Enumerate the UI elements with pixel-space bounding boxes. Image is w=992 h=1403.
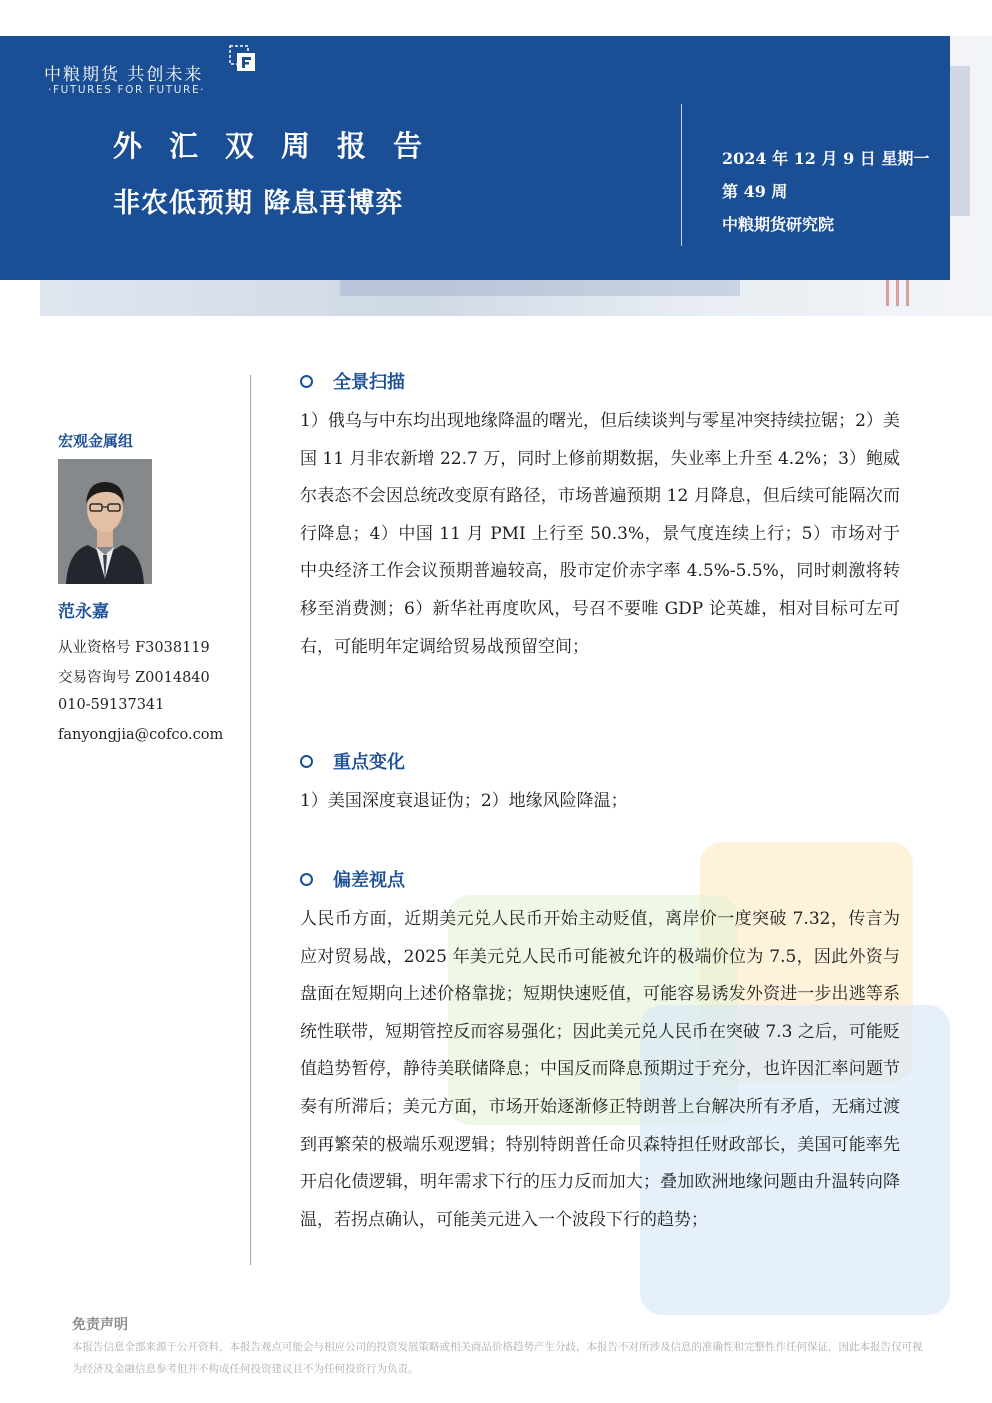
bullet-icon (300, 755, 313, 768)
person-icon (58, 459, 152, 584)
author-group: 宏观金属组 (58, 432, 134, 450)
section-body-deviation-view: 人民币方面，近期美元兑人民币开始主动贬值，离岸价一度突破 7.32，传言为应对贸易战，2025 年美元兑人民币可能被允许的极端价位为 7.5，因此外资与盘面在短期向上述价格靠拢；短期快速贬值，可能容易诱发外资进一步出逃等系统性联带，短期管控反而容易强化；因此美元兑人民币在突破 7.3 之后，可能贬值趋势暂停，静待美联储降息；中国反而降息预期过于充分，也许因汇率问题节奏有所滞后；美元方面，市场开始逐渐修正特朗普上台解决所有矛盾，无痛过渡到再繁荣的极端乐观逻辑；特别特朗普任命贝森特担任财政部长，美国可能率先开启化债逻辑，明年需求下行的压力反而加大；叠加欧洲地缘问题由升温转向降温，若拐点确认，可能美元进入一个波段下行的趋势； (300, 909, 900, 1230)
section-title: 全景扫描 (333, 372, 405, 393)
author-name: 范永嘉 (58, 602, 109, 622)
report-subtitle: 非农低预期 降息再博弈 (113, 188, 404, 219)
section-body-panorama: 1）俄乌与中东均出现地缘降温的曙光，但后续谈判与零星冲突持续拉锯；2）美国 11 月非农新增 22.7 万，同时上修前期数据，失业率上升至 4.2%；3）鲍威尔表态不会因总统改变原有路径，市场普遍预期 12 月降息，但后续可能隔次而行降息；4）中国 11 月 PMI 上行至 50.3%，景气度连续上行；5）市场对于中央经济工作会议预期普遍较高，股市定价赤字率 4.5%-5.5%，同时刺激将转移至消费测；6）新华社再度吹风，号召不要唯 GDP 论英雄，相对目标可左可右，可能明年定调给贸易战预留空间； (300, 411, 900, 657)
author-license: 从业资格号 F3038119 (58, 640, 210, 656)
report-week: 第 49 周 (722, 182, 788, 201)
disclaimer-title: 免责声明 (72, 1317, 128, 1333)
bullet-icon (300, 375, 313, 388)
banner-divider (681, 104, 682, 246)
section-header-panorama (300, 368, 405, 394)
author-consult-number: 交易咨询号 Z0014840 (58, 670, 210, 686)
section-title: 偏差视点 (333, 870, 405, 891)
section-header-key-changes (300, 748, 405, 774)
column-divider (250, 375, 251, 1265)
report-date: 2024 年 12 月 9 日 星期一 (722, 149, 930, 168)
section-title: 重点变化 (333, 752, 405, 773)
section-header-deviation-view (300, 866, 405, 892)
disclaimer-text: 本报告信息全部来源于公开资料，本报告观点可能会与相应公司的投资发展策略或相关商品价格趋势产生分歧，本报告不对所涉及信息的准确性和完整性作任何保证，因此本报告仅可视为经济及金融信息参考但并不构成任何投资建议且不为任何投资行为负责。 (72, 1341, 923, 1375)
section-body-key-changes: 1）美国深度衰退证伪；2）地缘风险降温； (300, 791, 628, 811)
brand-tagline: ·FUTURES FOR FUTURE· (48, 84, 206, 96)
author-phone: 010-59137341 (58, 697, 165, 713)
brand-logo-icon (228, 44, 258, 74)
author-photo (58, 459, 152, 584)
report-institute: 中粮期货研究院 (722, 215, 835, 234)
author-email[interactable]: fanyongjia@cofco.com (58, 727, 224, 743)
report-title: 外汇双周报告 (113, 129, 450, 163)
bullet-icon (300, 873, 313, 886)
brand-name: 中粮期货 共创未来 (44, 65, 204, 85)
